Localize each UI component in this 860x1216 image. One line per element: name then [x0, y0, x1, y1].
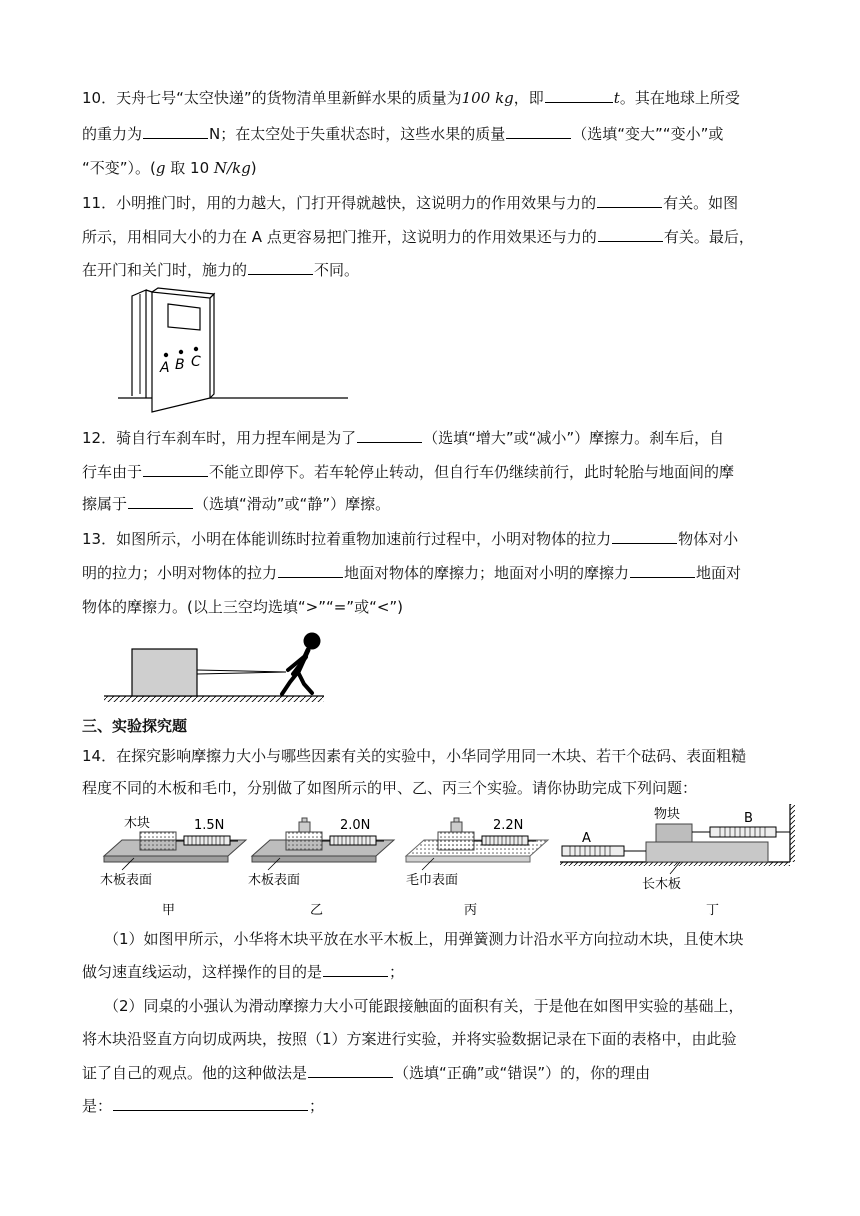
- q14-text: 是：: [82, 1097, 113, 1115]
- q14-text: 做匀速直线运动，这样操作的目的是: [82, 963, 323, 981]
- experiment-bing: [406, 818, 548, 918]
- answer-blank[interactable]: [143, 124, 208, 139]
- q10-symbol: g: [155, 159, 166, 177]
- q10-line1: [82, 87, 740, 109]
- experiment-figure: [100, 800, 800, 918]
- answer-blank[interactable]: [248, 260, 313, 275]
- q10-text: ，即: [513, 89, 544, 107]
- q14-p1-line2: [82, 961, 404, 983]
- q13-line2: [82, 562, 741, 584]
- q12-text: （选填“滑动”或“静”）摩擦。: [194, 495, 391, 513]
- q14-text: ；: [389, 963, 405, 981]
- q13-text: 地面对: [696, 564, 742, 582]
- q10-text: “不变”）。(: [82, 159, 156, 177]
- q12-text: 擦属于: [82, 495, 128, 513]
- q10-text: 的重力为: [82, 125, 143, 143]
- q10-line2: [82, 123, 723, 145]
- q13-text: 明的拉力；小明对物体的拉力: [82, 564, 278, 582]
- q12-text: （选填“增大”或“减小”）摩擦力。刹车后，自: [423, 429, 725, 447]
- caption: 甲: [162, 903, 176, 918]
- force-label: 1.5N: [194, 818, 225, 833]
- q11-text: 11．小明推门时，用的力越大，门打开得就越快，这说明力的作用效果与力的: [82, 194, 597, 212]
- answer-blank[interactable]: [630, 563, 695, 578]
- surface-label: 木板表面: [248, 873, 301, 888]
- q12-line1: [82, 427, 724, 449]
- caption: 丙: [464, 903, 478, 918]
- answer-blank[interactable]: [113, 1096, 308, 1111]
- point-a-label: A: [160, 360, 170, 376]
- surface-label: 木板表面: [100, 873, 153, 888]
- q14-line2: 程度不同的木板和毛巾，分别做了如图所示的甲、乙、丙三个实验。请你协助完成下列问题：: [82, 779, 698, 797]
- meter-b-label: B: [744, 811, 753, 826]
- answer-blank[interactable]: [308, 1063, 393, 1078]
- answer-blank[interactable]: [143, 462, 208, 477]
- q13-text: 物体的摩擦力。(以上三空均选填“>”“=”或“<”): [82, 598, 404, 616]
- q14-text: ；: [309, 1097, 325, 1115]
- answer-blank[interactable]: [323, 962, 388, 977]
- q11-line2: [82, 226, 754, 248]
- force-label: 2.0N: [340, 818, 371, 833]
- q11-text: 不同。: [314, 261, 360, 279]
- answer-blank[interactable]: [128, 494, 193, 509]
- q10-line3: [82, 157, 257, 179]
- q10-text: 10．天舟七号“太空快递”的货物清单里新鲜水果的质量为: [82, 89, 462, 107]
- q13-text: 物体对小: [678, 530, 739, 548]
- caption: 丁: [706, 903, 720, 918]
- answer-blank[interactable]: [545, 88, 613, 103]
- experiment-jia: [100, 815, 246, 918]
- answer-blank[interactable]: [597, 193, 662, 208]
- q10-text: （选填“变大”“变小”或: [572, 125, 724, 143]
- q13-line1: [82, 528, 738, 550]
- q12-line2: [82, 461, 734, 483]
- caption: 乙: [310, 903, 324, 918]
- q14-text: （选填“正确”或“错误”）的，你的理由: [394, 1064, 651, 1082]
- answer-blank[interactable]: [278, 563, 343, 578]
- q14-p2-line4: [82, 1095, 324, 1117]
- section-heading: 三、实验探究题: [82, 717, 188, 735]
- q11-line3: [82, 259, 359, 281]
- q14-p1-line1: （1）如图甲所示，小华将木块平放在水平木板上，用弹簧测力计沿水平方向拉动木块，且使木块: [104, 930, 744, 948]
- experiment-yi: [248, 818, 394, 918]
- experiment-ding: [560, 804, 795, 918]
- q12-text: 不能立即停下。若车轮停止转动，但自行车仍继续前行，此时轮胎与地面间的摩: [209, 463, 735, 481]
- meter-a-label: A: [582, 831, 591, 846]
- answer-blank[interactable]: [612, 529, 677, 544]
- answer-blank[interactable]: [506, 124, 571, 139]
- q14-p2-line2: 将木块沿竖直方向切成两块，按照（1）方案进行实验，并将实验数据记录在下面的表格中，由此验: [82, 1030, 737, 1048]
- q11-text: 在开门和关门时，施力的: [82, 261, 248, 279]
- block-label: 木块: [124, 816, 151, 831]
- q10-unit: kg: [495, 89, 514, 107]
- q12-text: 12．骑自行车刹车时，用力捏车闸是为了: [82, 429, 357, 447]
- force-label: 2.2N: [493, 818, 524, 833]
- q10-text: N；在太空处于失重状态时，这些水果的质量: [209, 125, 506, 143]
- block-label: 物块: [654, 807, 681, 822]
- answer-blank[interactable]: [598, 227, 663, 242]
- q14-line1: 14．在探究影响摩擦力大小与哪些因素有关的实验中，小华同学用同一木块、若干个砝码、表面粗糙: [82, 747, 747, 765]
- answer-blank[interactable]: [357, 428, 422, 443]
- q10-text: ): [250, 159, 257, 177]
- q13-line3: [82, 596, 403, 618]
- q13-text: 地面对物体的摩擦力；地面对小明的摩擦力: [344, 564, 630, 582]
- q11-text: 有关。如图: [663, 194, 739, 212]
- q10-unit: N/kg: [213, 159, 251, 177]
- q14-text: 证了自己的观点。他的这种做法是: [82, 1064, 308, 1082]
- q10-unit: t: [613, 89, 620, 107]
- q11-text: 有关。最后，: [663, 228, 754, 246]
- q10-value: 100: [461, 89, 491, 107]
- q11-line1: [82, 192, 738, 214]
- q12-text: 行车由于: [82, 463, 143, 481]
- point-c-label: C: [191, 354, 201, 370]
- q12-line3: [82, 493, 390, 515]
- q10-text: 取 10: [165, 159, 214, 177]
- surface-label: 毛巾表面: [406, 873, 459, 888]
- q14-p2-line1: （2）同桌的小强认为滑动摩擦力大小可能跟接触面的面积有关，于是他在如图甲实验的基础上，: [104, 997, 744, 1015]
- pulling-figure: [100, 626, 340, 708]
- q11-text: 所示，用相同大小的力在 A 点更容易把门推开，这说明力的作用效果还与力的: [82, 228, 597, 246]
- longboard-label: 长木板: [642, 877, 682, 892]
- q10-text: 。其在地球上所受: [619, 89, 740, 107]
- point-b-label: B: [175, 357, 185, 373]
- q13-text: 13．如图所示，小明在体能训练时拉着重物加速前行过程中，小明对物体的拉力: [82, 530, 612, 548]
- door-figure: [118, 286, 358, 418]
- q14-p2-line3: [82, 1062, 650, 1084]
